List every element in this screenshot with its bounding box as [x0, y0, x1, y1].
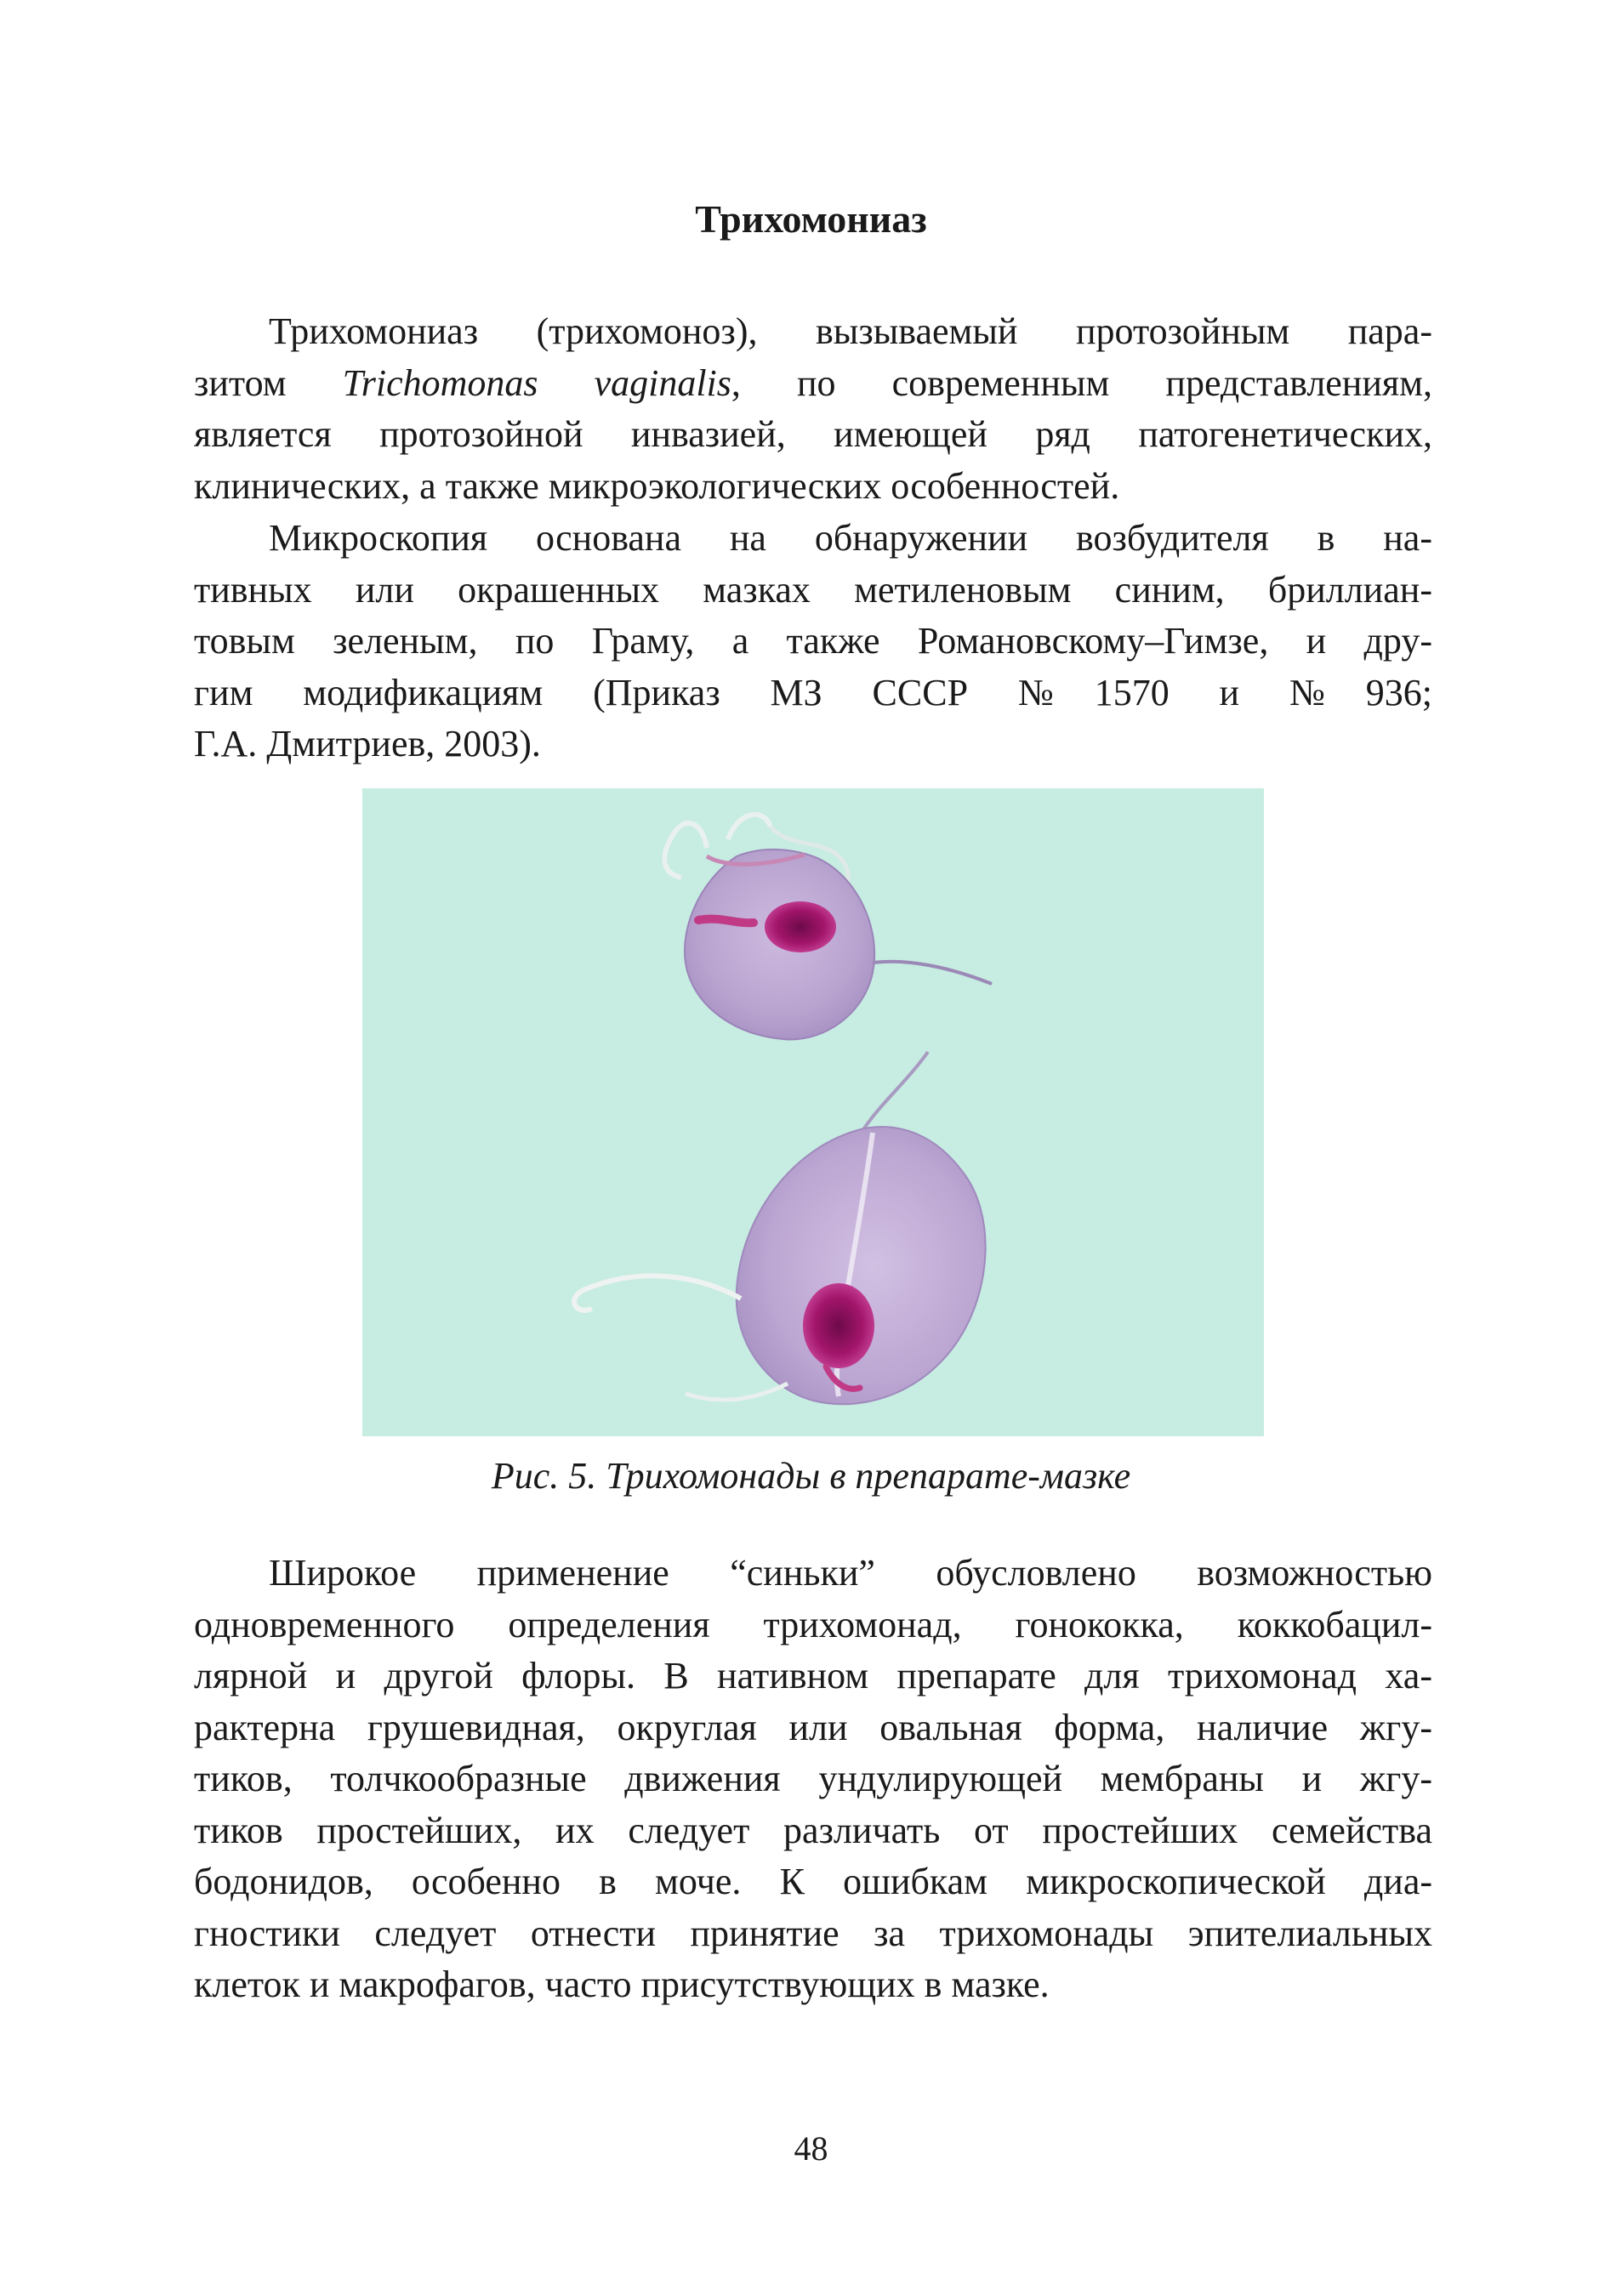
cell-body — [737, 1127, 986, 1404]
text-line: клеток и макрофагов, часто присутствующих в мазке. — [194, 1964, 1050, 2005]
text-line: одновременного определения трихомонад, гонококка, коккобацил- — [194, 1603, 1432, 1645]
nucleus — [765, 901, 836, 952]
text-fragment: , по современным представлениям, — [731, 361, 1432, 404]
text-line: гностики следует отнести принятие за трихомонады эпителиальных — [194, 1912, 1432, 1954]
text-line: рактерна грушевидная, округлая или овальная форма, наличие жгу- — [194, 1706, 1432, 1748]
text-line: Микроскопия основана на обнаружении возбудителя в на- — [269, 517, 1432, 559]
text-line: тиков, толчкообразные движения ундулирующей мембраны и жгу- — [194, 1758, 1432, 1799]
species-name: Trichomonas vaginalis — [342, 361, 731, 404]
page-number: 48 — [794, 2129, 828, 2168]
paragraph-1 — [194, 306, 1432, 512]
flagellum — [686, 1384, 788, 1400]
text-line: бодонидов, особенно в моче. К ошибкам микроскопической диа- — [194, 1861, 1432, 1902]
text-line: клинических, а также микроэкологических особенностей. — [194, 464, 1120, 507]
text-line: Широкое применение “синьки” обусловлено возможностью — [269, 1552, 1432, 1594]
text-line — [194, 358, 1432, 410]
figure-caption: Рис. 5. Трихомонады в препарате-мазке — [491, 1455, 1131, 1497]
parabasal-body — [698, 919, 754, 924]
axostyle — [864, 1052, 928, 1128]
trichomonas-micrograph — [362, 788, 1264, 1436]
text-line: тивных или окрашенных мазках метиленовым синим, бриллиан- — [194, 568, 1432, 611]
flagellum — [728, 815, 771, 839]
section-title: Трихомониаз — [695, 197, 927, 241]
axostyle — [873, 962, 992, 984]
text-line: гим модификациям (Приказ МЗ СССР №1570 и №936; — [194, 671, 1432, 713]
paragraph-3 — [194, 1548, 1432, 2011]
nucleus — [803, 1283, 874, 1368]
micrograph-figure — [362, 788, 1264, 1436]
text-line: Трихомониаз (трихомоноз), вызываемый протозойным пара- — [269, 310, 1432, 352]
flagellum — [664, 823, 707, 878]
text-line: Г.А. Дмитриев, 2003). — [194, 723, 541, 764]
text-fragment: зитом — [194, 361, 343, 404]
text-line: тиков простейших, их следует различать от простейших семейства — [194, 1809, 1432, 1851]
flagellum — [574, 1276, 741, 1310]
text-line: лярной и другой флоры. В нативном препарате для трихомонад ха- — [194, 1655, 1432, 1696]
trichomonad-upper — [664, 815, 992, 1040]
text-line: является протозойной инвазией, имеющей ряд патогенетических, — [194, 413, 1432, 455]
paragraph-2 — [194, 513, 1432, 770]
trichomonad-lower — [574, 1052, 986, 1404]
text-line: товым зеленым, по Граму, а также Романовскому–Гимзе, и дру- — [194, 620, 1432, 662]
